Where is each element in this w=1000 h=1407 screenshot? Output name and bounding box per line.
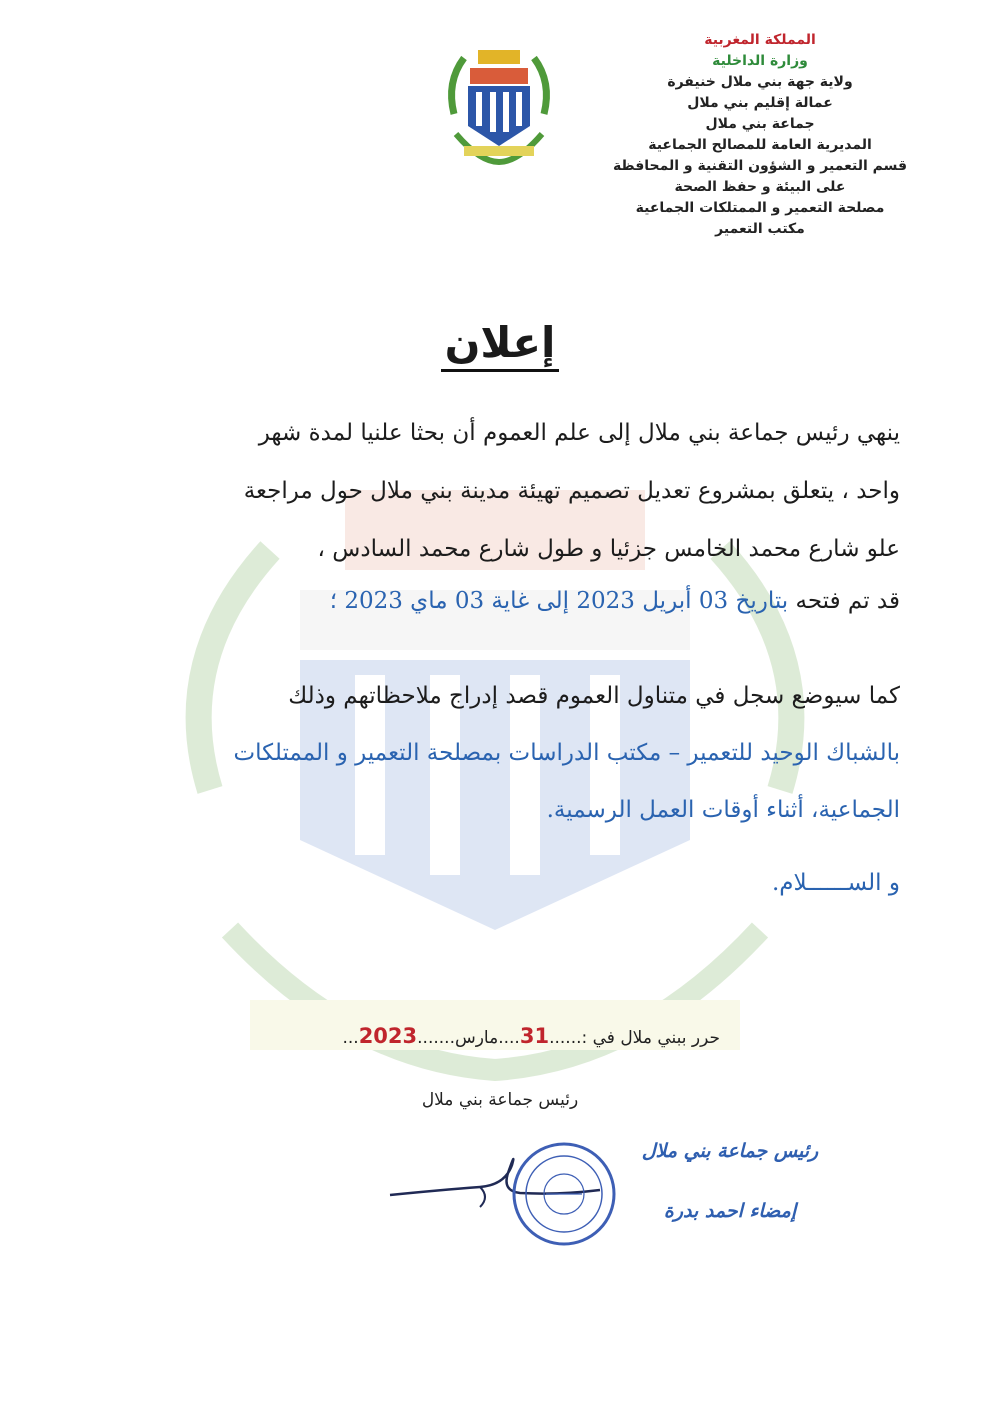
closing-greeting (120, 870, 900, 896)
date-year: 2023 (358, 1024, 418, 1048)
page-title-text: إعلان (441, 318, 560, 372)
header-line-wilaya: ولاية جهة بني ملال خنيفرة (667, 74, 853, 90)
header-line-commune: جماعة بني ملال (705, 116, 815, 132)
paragraph-1-line-2: واحد ، يتعلق بمشروع تعديل تصميم تهيئة مدينة بني ملال حول مراجعة (243, 478, 900, 504)
paragraph-3-line-1: كما سيوضع سجل في متناول العموم قصد إدراج ملاحظاتهم وذلك (288, 683, 900, 709)
date-month: ....مارس....... (417, 1028, 520, 1048)
closing-text: و الســــــلام. (771, 870, 900, 896)
signature-date: حرر ببني ملال في :......31....مارس.......2023... (342, 1024, 720, 1048)
header-block (570, 30, 950, 240)
paragraph-1-line-1: ينهي رئيس جماعة بني ملال إلى علم العموم أن بحثا علنيا لمدة شهر (258, 420, 900, 446)
municipality-emblem-icon (440, 42, 558, 170)
official-seal-icon (510, 1140, 618, 1248)
paragraph-3-line-2: بالشباك الوحيد للتعمير – مكتب الدراسات بمصلحة التعمير و الممتلكات (233, 740, 900, 766)
date-label: حرر ببني ملال في :...... (549, 1028, 720, 1048)
announcement-paragraph-3 (120, 668, 900, 839)
paragraph-3-line-3: الجماعية، أثناء أوقات العمل الرسمية. (546, 797, 900, 823)
kingdom-name: المملكة المغربية (704, 32, 816, 48)
page-title (0, 318, 1000, 367)
header-line-province: عمالة إقليم بني ملال (687, 95, 833, 111)
signer-title: رئيس جماعة بني ملال (421, 1090, 579, 1110)
ministry-name: وزارة الداخلية (712, 53, 808, 69)
header-line-office: مكتب التعمير (715, 221, 805, 237)
announcement-paragraph-1 (120, 404, 900, 578)
header-line-division-cont: على البيئة و حفظ الصحة (674, 179, 846, 195)
header-line-directorate: المديرية العامة للمصالح الجماعية (648, 137, 872, 153)
announcement-paragraph-2 (120, 588, 900, 614)
paragraph-2-prefix: قد تم فتحه (795, 588, 900, 614)
paragraph-1-line-3: علو شارع محمد الخامس جزئيا و طول شارع محمد السادس ، (317, 536, 900, 562)
stamp-role: رئيس جماعة بني ملال (641, 1140, 819, 1162)
stamp-name: إمضاء احمد بدرة (663, 1200, 797, 1222)
header-line-division: قسم التعمير و الشؤون التقنية و المحافظة (612, 158, 908, 174)
header-line-service: مصلحة التعمير و الممتلكات الجماعية (635, 200, 885, 216)
date-day: 31 (519, 1024, 550, 1048)
inquiry-period: بتاريخ 03 أبريل 2023 إلى غاية 03 ماي 2023 ؛ (329, 588, 789, 614)
